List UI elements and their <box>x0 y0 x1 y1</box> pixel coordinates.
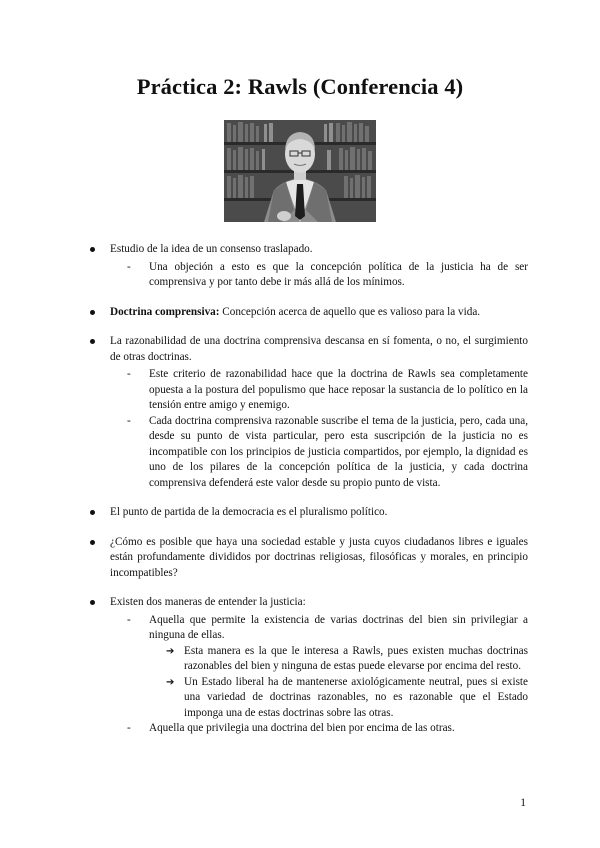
bullet-dot <box>90 310 95 315</box>
dash-marker: - <box>127 613 131 626</box>
page-number: 1 <box>520 797 526 809</box>
dash-marker: - <box>127 260 131 273</box>
sub-item-text: Este criterio de razonabilidad hace que la doctrina de Rawls sea completamente opuesta a la postura del populismo que hace reposar la sustancia de lo político en la tensión entre amigo y enemigo. <box>149 368 528 411</box>
bullet-dot <box>90 600 95 605</box>
arrow-right-icon: ➔ <box>166 645 175 657</box>
bullet-text: La razonabilidad de una doctrina comprensiva descansa en sí fomenta, o no, el surgimiento de otras doctrinas. <box>110 335 528 363</box>
arrow-item <box>149 644 528 675</box>
body-content <box>88 242 528 737</box>
sub-item-text: Aquella que permite la existencia de varias doctrinas del bien sin privilegiar a ninguna de ellas. <box>149 613 528 641</box>
term-definition: Concepción acerca de aquello que es valioso para la vida. <box>219 305 481 318</box>
bullet-text: El punto de partida de la democracia es el pluralismo político. <box>110 506 388 518</box>
bullet-dot <box>90 510 95 515</box>
sub-item-text: Aquella que privilegia una doctrina del bien por encima de las otras. <box>149 722 455 734</box>
bullet-text: Estudio de la idea de un consenso traslapado. <box>110 243 313 255</box>
bullet-text: Existen dos maneras de entender la justicia: <box>110 596 306 608</box>
portrait-photo-image <box>224 120 376 222</box>
bullet-dot <box>90 339 95 344</box>
dash-marker: - <box>127 414 131 427</box>
dash-marker: - <box>127 722 131 734</box>
sub-item <box>110 721 528 737</box>
sub-item <box>110 414 528 492</box>
bullet-item-razonabilidad <box>88 334 528 491</box>
arrow-right-icon: ➔ <box>166 676 175 688</box>
arrow-list <box>149 644 528 722</box>
term-label: Doctrina comprensiva: <box>110 305 220 318</box>
portrait-photo <box>224 120 376 222</box>
bullet-item-doctrina <box>88 305 528 321</box>
bullet-text: ¿Cómo es posible que haya una sociedad estable y justa cuyos ciudadanos libres e iguales están profundamente divididos por doctrinas religiosas, filosóficas y morales, en principio incompatibles? <box>110 535 528 579</box>
bullet-item-consenso <box>88 242 528 291</box>
bullet-dot <box>90 247 95 252</box>
sub-item <box>110 367 528 414</box>
sub-item-text: Cada doctrina comprensiva razonable suscribe el tema de la justicia, pero, cada una, desde su punto de vista particular, pero esta suscripción de la justicia no es incompatible con los principios de justicia compartidos, por ejemplo, la dignidad es uno de los pilares de la concepción política de la justicia, y cada doctrina comprensiva defenderá este valor desde su propio punto de vista. <box>149 414 528 489</box>
arrow-item-text: Un Estado liberal ha de mantenerse axiológicamente neutral, pues si existe una variedad de doctrinas razonables, no es razonable que el Estado imponga una de estas doctrinas sobre las otras. <box>184 675 528 719</box>
bullet-item-justicia <box>88 595 528 737</box>
bullet-dot <box>90 540 95 545</box>
sub-list <box>110 260 528 291</box>
sub-item <box>110 613 528 722</box>
sub-list <box>110 613 528 737</box>
sub-item <box>110 260 528 291</box>
sub-list <box>110 367 528 491</box>
arrow-item <box>149 675 528 722</box>
sub-item-text: Una objeción a esto es que la concepción política de la justicia ha de ser comprensiva y por tanto debe ir más allá de los mínimos. <box>149 260 528 288</box>
arrow-item-text: Esta manera es la que le interesa a Rawls, pues existen muchas doctrinas razonables del bien y ninguna de estas puede elevarse por encima del resto. <box>184 644 528 672</box>
bullet-item-pluralismo <box>88 505 528 521</box>
bullet-item-pregunta <box>88 535 528 582</box>
dash-marker: - <box>127 368 131 380</box>
page-title: Práctica 2: Rawls (Conferencia 4) <box>136 74 464 99</box>
